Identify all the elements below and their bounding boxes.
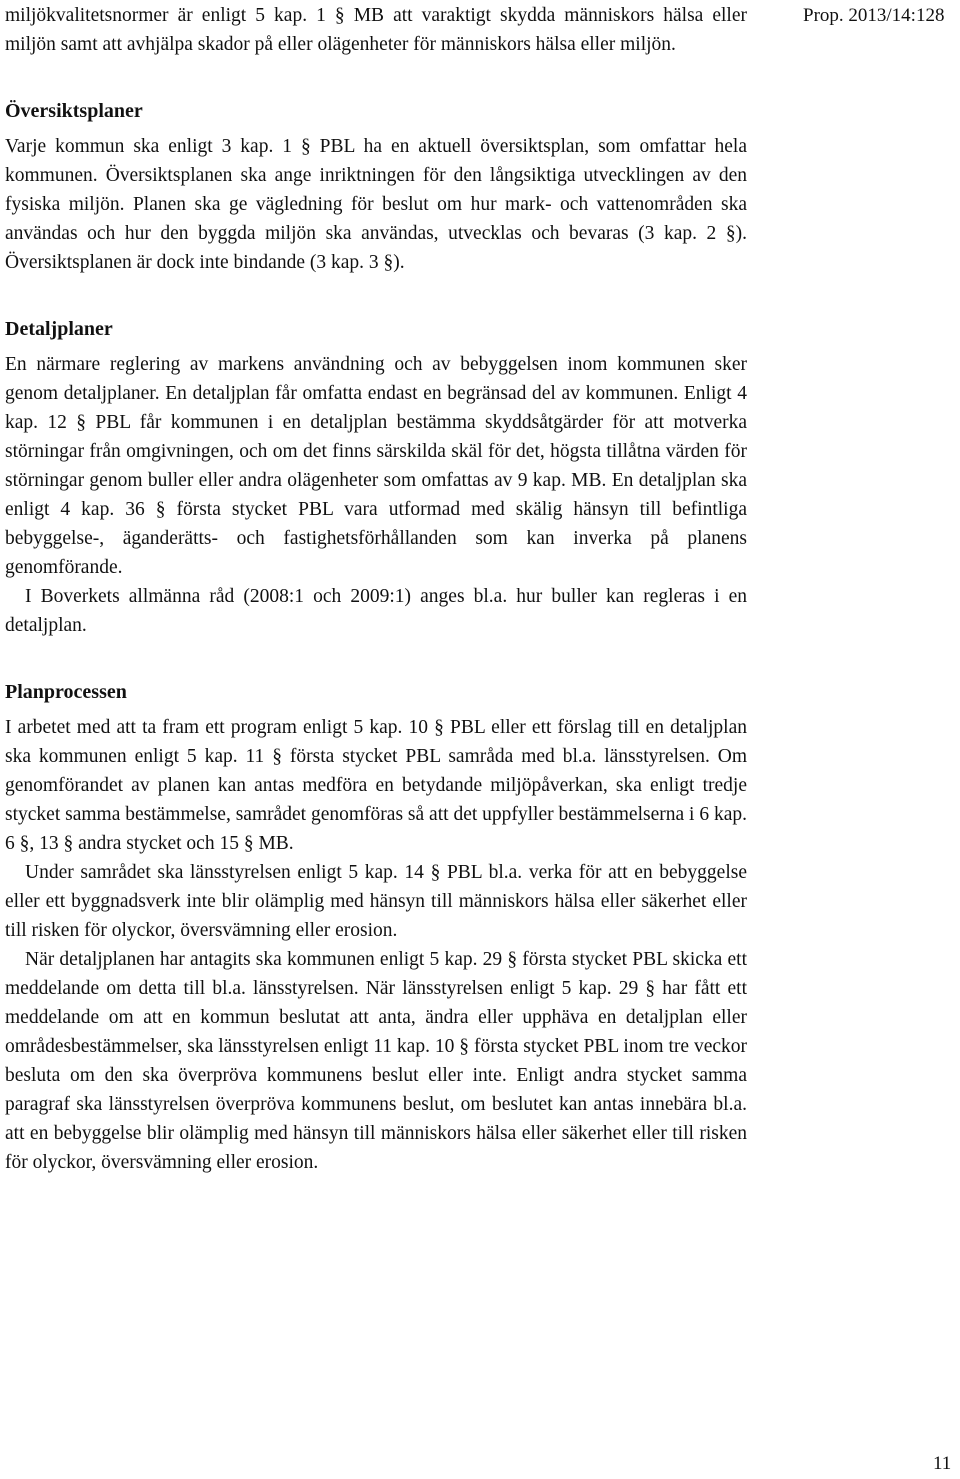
planprocessen-paragraph-2: Under samrådet ska länsstyrelsen enligt 5 kap. 14 § PBL bl.a. verka för att en bebyggelse eller ett byggnadsverk inte blir olämplig med hänsyn till människors hälsa eller säkerhet eller till risken för olyckor, översvämning eller erosion. (5, 862, 747, 941)
spacer (5, 640, 747, 678)
heading-oversiktsplaner: Översiktsplaner (5, 100, 143, 122)
page-number: 11 (933, 1453, 952, 1474)
intro-paragraph: miljökvalitetsnormer är enligt 5 kap. 1 § MB att varaktigt skydda människors hälsa eller miljön samt att avhjälpa skador på eller olägenheter för människors hälsa eller miljön. (5, 5, 747, 55)
oversiktsplaner-paragraph-1: Varje kommun ska enligt 3 kap. 1 § PBL ha en aktuell översiktsplan, som omfattar hela kommunen. Översiktsplanen ska ange inriktningen för den långsiktiga utvecklingen av den fysiska miljön. Planen ska ge vägledning för beslut om hur mark- och vattenområden ska användas och hur den byggda miljön ska användas, utvecklas och bevaras (3 kap. 2 §). Översiktsplanen är dock inte bindande (3 kap. 3 §). (5, 136, 747, 273)
heading-detaljplaner: Detaljplaner (5, 318, 113, 340)
proposition-reference: Prop. 2013/14:128 (803, 5, 945, 26)
planprocessen-paragraph-3: När detaljplanen har antagits ska kommunen enligt 5 kap. 29 § första stycket PBL skicka ett meddelande om detta till bl.a. länsstyrelsen. När länsstyrelsen enligt 5 kap. 29 § har fått ett meddelande om att en kommun beslutat att anta, ändra eller upphäva en detaljplan eller områdesbestämmelser, ska länsstyrelsen enligt 11 kap. 10 § första stycket PBL inom tre veckor besluta om den ska överpröva kommunens beslut eller inte. Enligt andra stycket samma paragraf ska länsstyrelsen överpröva kommunens beslut, om beslutet kan antas innebära bl.a. att en bebyggelse blir olämplig med hänsyn till människors hälsa eller säkerhet eller till risken för olyckor, översvämning eller erosion. (5, 949, 747, 1173)
detaljplaner-paragraph-2: I Boverkets allmänna råd (2008:1 och 2009:1) anges bl.a. hur buller kan regleras i en detaljplan. (5, 586, 747, 636)
main-text-column (5, 1, 747, 1177)
detaljplaner-paragraph-1: En närmare reglering av markens användning och av bebyggelsen inom kommunen sker genom detaljplaner. En detaljplan får omfatta endast en begränsad del av kommunen. Enligt 4 kap. 12 § PBL får kommunen i en detaljplan bestämma skyddsåtgärder för att motverka störningar från omgivningen, och om det finns särskilda skäl för det, högsta tillåtna värden för störningar genom buller eller andra olägenheter som omfattas av 9 kap. MB. En detaljplan ska enligt 4 kap. 36 § första stycket PBL vara utformad med skälig hänsyn till befintliga bebyggelse-, äganderätts- och fastighetsförhållanden som kan inverka på planens genomförande. (5, 354, 747, 578)
planprocessen-paragraph-1: I arbetet med att ta fram ett program enligt 5 kap. 10 § PBL eller ett förslag till en detaljplan ska kommunen enligt 5 kap. 11 § första stycket PBL samråda med bl.a. länsstyrelsen. Om genomförandet av planen kan antas medföra en betydande miljöpåverkan, ska enligt tredje stycket samma bestämmelse, samrådet genomföras så att det uppfyller bestämmelserna i 6 kap. 6 §, 13 § andra stycket och 15 § MB. (5, 717, 747, 854)
spacer (5, 277, 747, 315)
heading-planprocessen: Planprocessen (5, 681, 127, 703)
spacer (5, 59, 747, 97)
